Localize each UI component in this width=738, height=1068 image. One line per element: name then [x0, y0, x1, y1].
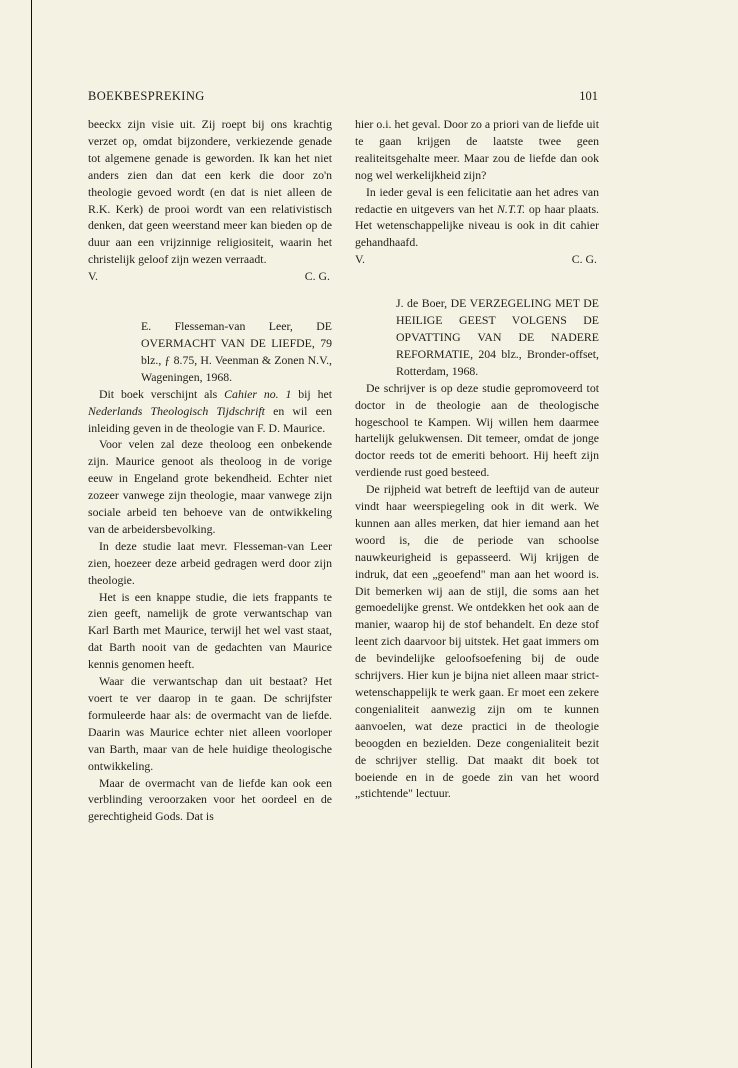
review2-paragraph-5: Waar die verwantschap dan uit bestaat? Het voert te ver daarop in te gaan. De schrijfster formuleerde haar als: de overmacht van de liefde. Daarin was Maurice echter niet alleen voorloper van Barth, maar van de hele huidige theologische ontwikkeling.	[88, 674, 332, 773]
review3-paragraph-1: De schrijver is op deze studie gepromoveerd tot doctor in de theologie aan de theologische hogeschool te Kampen. Wij willen hem daarmee hartelijk gelukwensen. Dit temeer, omdat de jonge doctor reeds tot de emeriti behoort. Hij heeft zijn verdiende rust goed besteed.	[355, 380, 599, 480]
review1-tail-paragraph: beeckx zijn visie uit. Zij roept bij ons krachtig verzet op, omdat bijzondere, verkiezende genade tot algemene genade is geworden. Ik kan het niet anders zien dan dat een kerk die door zo'n theologie gevoed wordt (en dat is niet alleen de R.K. Kerk) de prooi wordt van een relativistisch denken, dat geen weerstand meer kan bieden op de duur aan een vrijzinnige religiositeit, waarin het christelijk geloof zijn wezen verraadt.	[88, 117, 332, 267]
page-header	[88, 89, 598, 105]
journal-title: Nederlands Theologisch Tijdschrift	[88, 403, 265, 418]
journal-abbreviation: N.T.T.	[497, 201, 526, 216]
review2-paragraph-6: Maar de overmacht van de liefde kan ook een verblinding veroorzaken voor het oordeel en de gerechtigheid Gods. Dat is	[88, 775, 332, 824]
signature-initial-right: C. G.	[571, 252, 597, 267]
scan-edge-line	[31, 0, 32, 1068]
cahier-title: Cahier no. 1	[224, 386, 292, 401]
review2-signature	[355, 251, 597, 268]
review2-paragraph-2: Voor velen zal deze theoloog een onbekende zijn. Maurice genoot als theoloog in de vorige eeuw in Engeland grote bekendheid. Echter niet zozeer vanwege zijn theologie, maar vanwege zijn sociale arbeid ten behoeve van de ontwikkeling van de arbeidersbevolking.	[88, 437, 332, 536]
review1-signature	[88, 268, 330, 285]
review3-bibliographic-entry: J. de Boer, DE VERZEGELING MET DE HEILIGE GEEST VOLGENS DE OPVATTING VAN DE NADERE REFORMATIE, 204 blz., Bronder-offset, Rotterdam, 1968.	[396, 296, 599, 378]
signature-initial-right: C. G.	[304, 269, 330, 284]
review2-tail-paragraph-2: In ieder geval is een felicitatie aan het adres van redactie en uitgevers van het N.T.T. op haar plaats. Het wetenschappelijke niveau is ook in dit cahier gehandhaafd.	[355, 184, 599, 250]
review3-paragraph-2: De rijpheid wat betreft de leeftijd van de auteur vindt haar weerspiegeling ook in dit werk. We kunnen aan alles merken, dat hier iemand aan het woord is, die de periode van schoolse nauwkeurigheid is gepasseerd. Wij krijgen de indruk, dat een „geoefend" man aan het woord is. Dit bemerken wij aan de stijl, die soms aan het gemoedelijke grenst. We ontdekken het ook aan de manier, waarop hij de stof behandelt. En deze stof leent zich daarvoor bij uitstek. Het gaat immers om de bevindelijke geloofsoefening bij de oude schrijvers. Hier kun je bijna niet alleen maar strict-wetenschappelijk te werk gaan. Er moet een zekere congenialiteit aanwezig zijn om te kunnen aanvoelen, wat deze practici in de theologie beoogden en bezielden. Deze congenialiteit bezit de schrijver stellig. Dat maakt dit boek tot boeiende en in de goede zin van het woord „stichtende" lectuur.	[355, 482, 599, 801]
review2-paragraph-4: Het is een knappe studie, die iets frappants te zien geeft, namelijk de grote verwantschap van Karl Barth met Maurice, terwijl het wel vast staat, dat Barth nooit van de gedachten van Maurice kennis genomen heeft.	[88, 589, 332, 672]
page-number: 101	[579, 89, 598, 103]
review2-tail-paragraph-1: hier o.i. het geval. Door zo a priori van de liefde uit te gaan krijgen de laatste twee geen realiteitsgehalte meer. Maar zou de liefde dan ook nog wel werkelijkheid zijn?	[355, 117, 599, 182]
review2-paragraph-3: In deze studie laat mevr. Flesseman-van Leer zien, hoezeer deze arbeid gedragen werd door zijn theologie.	[88, 538, 332, 587]
signature-initial-left: V.	[88, 269, 98, 284]
review2-bibliographic-entry: E. Flesseman-van Leer, DE OVERMACHT VAN DE LIEFDE, 79 blz., ƒ 8.75, H. Veenman & Zonen N.V., Wageningen, 1968.	[141, 319, 332, 384]
review2-paragraph-1: Dit boek verschijnt als Cahier no. 1 bij het Nederlands Theologisch Tijdschrift en wil een inleiding geven in de theologie van F. D. Maurice.	[88, 386, 332, 435]
signature-initial-left: V.	[355, 252, 365, 267]
left-column	[88, 116, 332, 825]
running-title: BOEKBESPREKING	[88, 89, 205, 103]
right-column	[355, 116, 599, 802]
